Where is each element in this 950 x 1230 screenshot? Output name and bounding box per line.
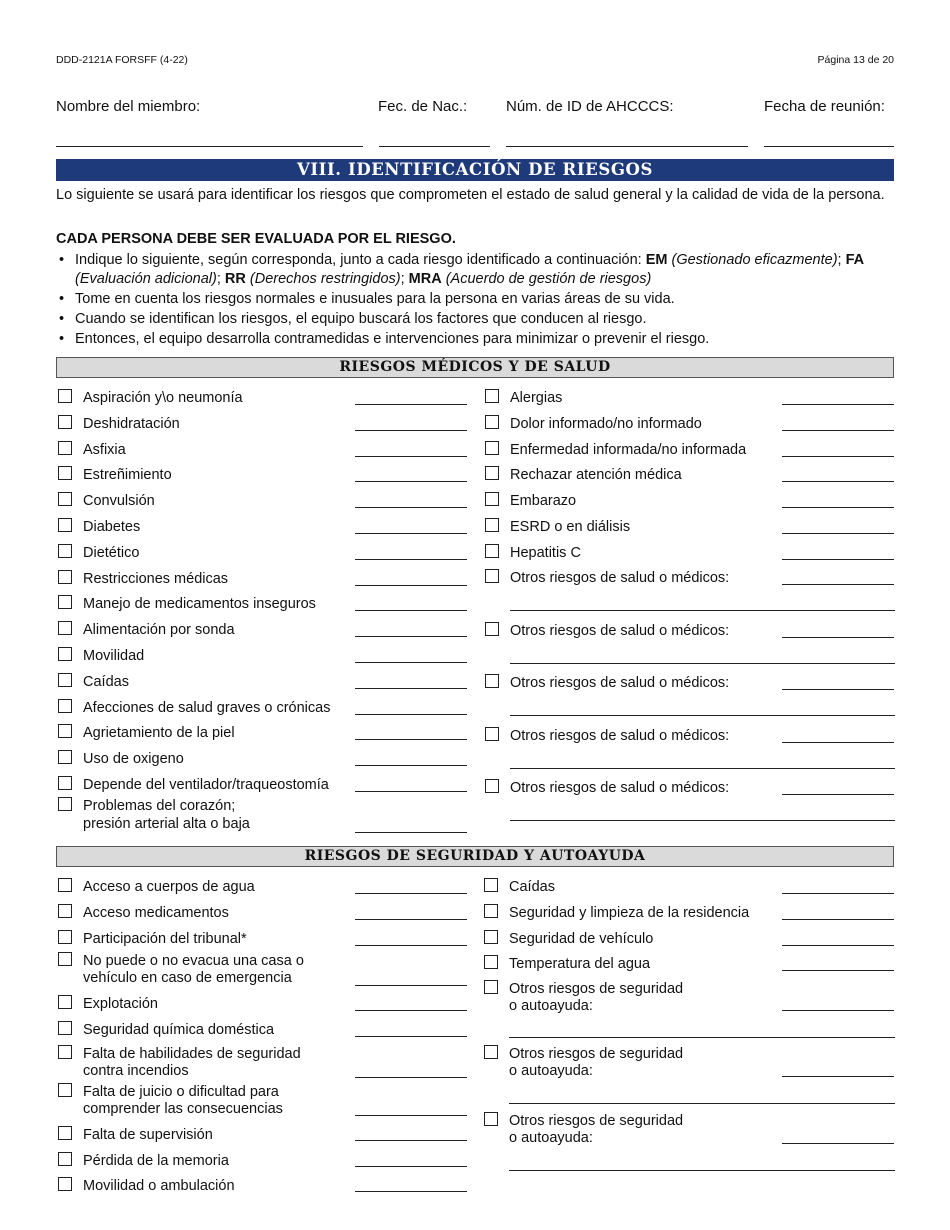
risk-code-field[interactable] [355, 1010, 467, 1011]
risk-label: Restricciones médicas [83, 570, 229, 587]
risk-code-field[interactable] [355, 404, 467, 405]
risk-checkbox[interactable] [485, 544, 499, 558]
intro-text: Lo siguiente se usará para identificar los riesgos que comprometen el estado de salud general y la calidad de vida de la persona. [56, 187, 885, 203]
risk-label: o autoayuda: [509, 1130, 593, 1146]
safety-risks-header: RIESGOS DE SEGURIDAD Y AUTOAYUDA [56, 846, 894, 867]
risk-label: Uso de oxigeno [83, 751, 184, 768]
risk-code-field[interactable] [782, 637, 894, 638]
risk-label: Problemas del corazón; [83, 798, 236, 814]
risk-label: Manejo de medicamentos inseguros [83, 596, 316, 613]
risk-code-field[interactable] [355, 610, 467, 611]
risk-checkbox[interactable] [58, 724, 72, 738]
risk-code-field[interactable] [782, 404, 894, 405]
risk-label: Dolor informado/no informado [510, 415, 702, 432]
risk-checkbox[interactable] [58, 673, 72, 687]
page-number: Página 13 de 20 [817, 54, 894, 66]
risk-checkbox[interactable] [484, 904, 498, 918]
risk-label: o autoayuda: [509, 998, 593, 1014]
risk-code-field[interactable] [355, 765, 467, 766]
risk-label: presión arterial alta o baja [83, 816, 250, 832]
risk-code-field[interactable] [782, 1143, 894, 1144]
risk-checkbox[interactable] [58, 466, 72, 480]
risk-label: Alergias [510, 390, 563, 406]
risk-checkbox[interactable] [58, 1021, 72, 1035]
other-risk-description-field[interactable] [510, 715, 895, 716]
risk-label: Otros riesgos de seguridad [509, 981, 684, 997]
risk-checkbox[interactable] [58, 621, 72, 635]
risk-label: vehículo en caso de emergencia [83, 970, 292, 986]
section-title: VIII. IDENTIFICACIÓN DE RIESGOS [56, 159, 894, 181]
risk-label: contra incendios [83, 1063, 189, 1079]
risk-code-field[interactable] [782, 893, 894, 894]
risk-checkbox[interactable] [58, 492, 72, 506]
risk-code-field[interactable] [355, 919, 467, 920]
risk-code-field[interactable] [782, 689, 894, 690]
risk-checkbox[interactable] [58, 415, 72, 429]
must-evaluate-note: CADA PERSONA DEBE SER EVALUADA POR EL RIESGO. [56, 231, 456, 247]
risk-code-field[interactable] [355, 636, 467, 637]
risk-checkbox[interactable] [58, 904, 72, 918]
risk-checkbox[interactable] [485, 674, 499, 688]
risk-label: Falta de habilidades de seguridad [83, 1046, 301, 1062]
risk-label: Explotación [83, 996, 158, 1012]
risk-code-field[interactable] [355, 1077, 467, 1078]
risk-label: Asfixia [83, 441, 126, 458]
risk-label: o autoayuda: [509, 1063, 593, 1079]
risk-code-field[interactable] [355, 559, 467, 560]
risk-checkbox[interactable] [485, 569, 499, 583]
risk-code-field[interactable] [782, 945, 894, 946]
risk-code-field[interactable] [782, 559, 894, 560]
risk-label: Alimentación por sonda [83, 622, 235, 639]
risk-code-field[interactable] [782, 1010, 894, 1011]
risk-checkbox[interactable] [58, 595, 72, 609]
risk-code-field[interactable] [782, 1076, 894, 1077]
other-risk-description-field[interactable] [510, 610, 895, 611]
risk-code-field[interactable] [355, 1191, 467, 1192]
risk-checkbox[interactable] [58, 952, 72, 966]
risk-checkbox[interactable] [58, 1152, 72, 1166]
risk-label: Diabetes [83, 519, 141, 535]
risk-code-field[interactable] [782, 507, 894, 508]
risk-checkbox[interactable] [485, 622, 499, 636]
risk-label: Movilidad o ambulación [83, 1178, 235, 1194]
instruction-codes: • Indique lo siguiente, según corresponda, junto a cada riesgo identificado a continuación: EM (Gestionado eficazmente); FA (Evaluación adicional); RR (Derechos restringidos); MRA (Acuerdo de gestión de riesgos) [56, 251, 896, 289]
risk-label: ESRD o en diálisis [510, 519, 631, 535]
risk-label: Seguridad química doméstica [83, 1022, 275, 1038]
risk-label: Acceso medicamentos [83, 904, 229, 921]
risk-code-field[interactable] [355, 714, 467, 715]
risk-checkbox[interactable] [58, 878, 72, 892]
risk-code-field[interactable] [355, 985, 467, 986]
risk-checkbox[interactable] [58, 441, 72, 455]
risk-checkbox[interactable] [485, 518, 499, 532]
risk-code-field[interactable] [355, 1140, 467, 1141]
risk-label: Convulsión [83, 493, 155, 510]
risk-label: Enfermedad informada/no informada [510, 441, 747, 458]
risk-checkbox[interactable] [58, 647, 72, 661]
risk-label: Caídas [509, 879, 555, 895]
instruction-item: • Entonces, el equipo desarrolla contramedidas e intervenciones para minimizar o prevenir el riesgo. [56, 330, 896, 349]
risk-code-field[interactable] [782, 481, 894, 482]
instruction-item: • Tome en cuenta los riesgos normales e inusuales para la persona en varias áreas de su vida. [56, 290, 896, 309]
risk-label: Aspiración y\o neumonía [83, 390, 243, 406]
risk-checkbox[interactable] [485, 441, 499, 455]
risk-label: Embarazo [510, 493, 577, 510]
risk-checkbox[interactable] [485, 389, 499, 403]
risk-code-field[interactable] [782, 456, 894, 457]
other-risk-description-field[interactable] [509, 1103, 895, 1104]
risk-label: Agrietamiento de la piel [83, 725, 235, 742]
risk-code-field[interactable] [355, 585, 467, 586]
risk-label: Caídas [83, 673, 129, 690]
risk-checkbox[interactable] [58, 776, 72, 790]
ahcccs-id-label: Núm. de ID de AHCCCS: [506, 98, 674, 115]
other-risk-description-field[interactable] [510, 820, 895, 821]
risk-code-field[interactable] [355, 456, 467, 457]
form-code: DDD-2121A FORSFF (4-22) [56, 54, 188, 66]
risk-label: Otros riesgos de salud o médicos: [510, 675, 730, 692]
risk-code-field[interactable] [782, 919, 894, 920]
risk-label: Otros riesgos de salud o médicos: [510, 727, 730, 744]
risk-code-field[interactable] [355, 481, 467, 482]
member-name-field[interactable] [56, 146, 363, 147]
risk-code-field[interactable] [355, 893, 467, 894]
risk-checkbox[interactable] [58, 750, 72, 764]
risk-label: Otros riesgos de seguridad [509, 1113, 684, 1129]
risk-label: comprender las consecuencias [83, 1101, 283, 1117]
risk-label: Hepatitis C [510, 544, 581, 561]
risk-code-field[interactable] [782, 742, 894, 743]
risk-code-field[interactable] [355, 832, 467, 833]
instruction-item: • Cuando se identifican los riesgos, el equipo buscará los factores que conducen al riesgo. [56, 310, 896, 329]
risk-checkbox[interactable] [484, 980, 498, 994]
risk-label: Acceso a cuerpos de agua [83, 879, 255, 895]
risk-checkbox[interactable] [58, 544, 72, 558]
risk-checkbox[interactable] [485, 492, 499, 506]
risk-checkbox[interactable] [484, 955, 498, 969]
instructions-list [56, 251, 896, 350]
other-risk-description-field[interactable] [510, 768, 895, 769]
member-name-label: Nombre del miembro: [56, 98, 201, 115]
risk-label: Rechazar atención médica [510, 467, 682, 484]
medical-risks-header: RIESGOS MÉDICOS Y DE SALUD [56, 357, 894, 378]
risk-code-field[interactable] [782, 533, 894, 534]
risk-checkbox[interactable] [484, 878, 498, 892]
other-risk-description-field[interactable] [510, 663, 895, 664]
risk-checkbox[interactable] [58, 1177, 72, 1191]
risk-label: Estreñimiento [83, 467, 172, 484]
risk-label: Deshidratación [83, 415, 180, 432]
dob-label: Fec. de Nac.: [378, 98, 468, 115]
risk-code-field[interactable] [782, 794, 894, 795]
risk-label: Participación del tribunal* [83, 930, 247, 947]
risk-code-field[interactable] [355, 791, 467, 792]
risk-label: Otros riesgos de seguridad [509, 1046, 684, 1062]
risk-code-field[interactable] [355, 533, 467, 534]
other-risk-description-field[interactable] [509, 1037, 895, 1038]
risk-code-field[interactable] [782, 970, 894, 971]
risk-checkbox[interactable] [58, 389, 72, 403]
risk-label: Otros riesgos de salud o médicos: [510, 622, 730, 639]
risk-label: No puede o no evacua una casa o [83, 953, 304, 969]
risk-code-field[interactable] [782, 584, 894, 585]
risk-checkbox[interactable] [58, 570, 72, 584]
risk-checkbox[interactable] [58, 699, 72, 713]
risk-label: Seguridad y limpieza de la residencia [509, 904, 750, 921]
risk-label: Dietético [83, 544, 140, 561]
risk-code-field[interactable] [355, 507, 467, 508]
risk-label: Movilidad [83, 648, 145, 664]
risk-checkbox[interactable] [484, 1045, 498, 1059]
risk-label: Falta de juicio o dificultad para [83, 1084, 279, 1100]
risk-code-field[interactable] [782, 430, 894, 431]
risk-checkbox[interactable] [485, 727, 499, 741]
risk-label: Temperatura del agua [509, 956, 651, 973]
risk-checkbox[interactable] [485, 779, 499, 793]
risk-label: Pérdida de la memoria [83, 1152, 229, 1169]
risk-label: Afecciones de salud graves o crónicas [83, 699, 331, 716]
risk-checkbox[interactable] [58, 1083, 72, 1097]
risk-checkbox[interactable] [58, 1045, 72, 1059]
meeting-date-label: Fecha de reunión: [764, 98, 885, 115]
risk-checkbox[interactable] [485, 415, 499, 429]
risk-code-field[interactable] [355, 662, 467, 663]
risk-code-field[interactable] [355, 1166, 467, 1167]
risk-checkbox[interactable] [58, 518, 72, 532]
risk-code-field[interactable] [355, 688, 467, 689]
ahcccs-id-field[interactable] [506, 146, 748, 147]
risk-code-field[interactable] [355, 945, 467, 946]
risk-label: Otros riesgos de salud o médicos: [510, 570, 730, 586]
risk-label: Falta de supervisión [83, 1127, 213, 1143]
risk-code-field[interactable] [355, 739, 467, 740]
risk-code-field[interactable] [355, 1036, 467, 1037]
risk-checkbox[interactable] [58, 1126, 72, 1140]
risk-label: Otros riesgos de salud o médicos: [510, 780, 730, 797]
risk-code-field[interactable] [355, 430, 467, 431]
other-risk-description-field[interactable] [509, 1170, 895, 1171]
risk-checkbox[interactable] [58, 797, 72, 811]
meeting-date-field[interactable] [764, 146, 894, 147]
risk-checkbox[interactable] [484, 930, 498, 944]
risk-checkbox[interactable] [485, 466, 499, 480]
dob-field[interactable] [379, 146, 490, 147]
risk-checkbox[interactable] [58, 995, 72, 1009]
risk-checkbox[interactable] [484, 1112, 498, 1126]
risk-code-field[interactable] [355, 1115, 467, 1116]
risk-label: Depende del ventilador/traqueostomía [83, 777, 329, 793]
risk-checkbox[interactable] [58, 930, 72, 944]
risk-label: Seguridad de vehículo [509, 930, 654, 947]
